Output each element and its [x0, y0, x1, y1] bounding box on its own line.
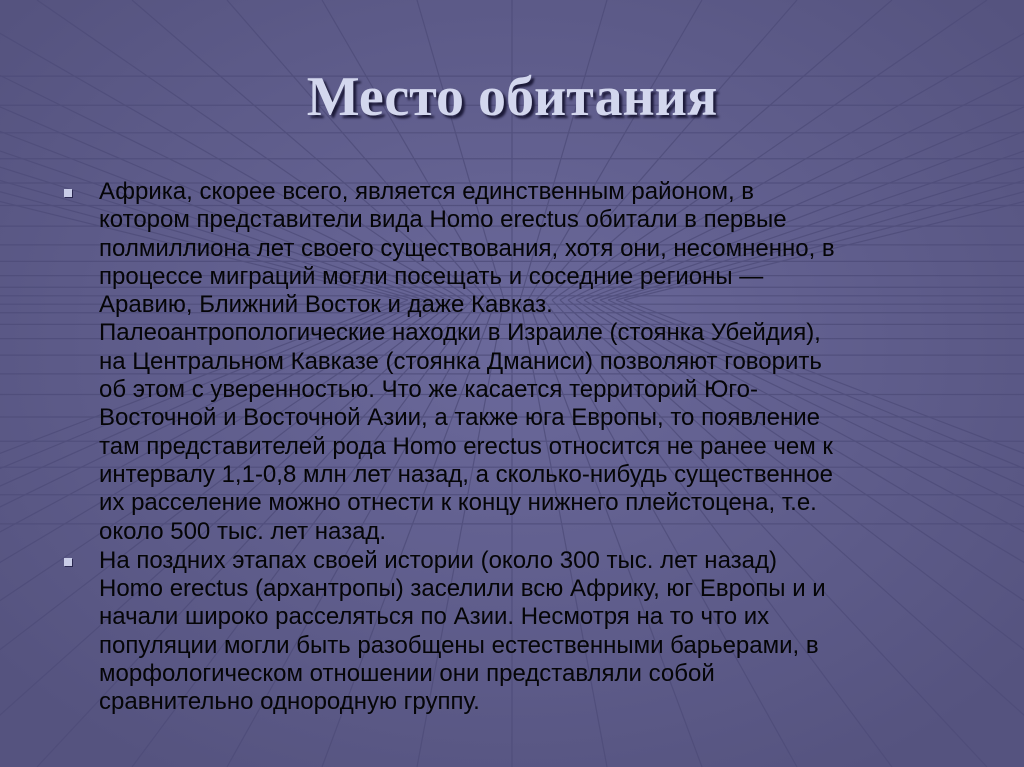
square-bullet-icon [64, 189, 72, 197]
bullet-text-line: Палеоантропологические находки в Израиле (стоянка Убейдия), [99, 319, 821, 347]
slide-title: Место обитания [306, 66, 718, 128]
bullet-text-line: их расселение можно отнести к концу нижнего плейстоцена, т.е. [99, 489, 817, 517]
bullet-text-line: котором представители вида Homo erectus обитали в первые [99, 206, 787, 234]
bullet-text-line: там представителей рода Homo erectus относится не ранее чем к [99, 432, 833, 460]
bullet-text-line: на Центральном Кавказе (стоянка Дманиси) позволяют говорить [99, 347, 822, 375]
bullet-text-line: Homo erectus (архантропы) заселили всю Африку, юг Европы и и [99, 575, 826, 603]
bullet-text-line: Африка, скорее всего, является единственным районом, в [99, 178, 755, 205]
bullet-text-line: морфологическом отношении они представляли собой [99, 660, 715, 688]
bullet-item [62, 178, 992, 546]
bullet-text-line: Восточной и Восточной Азии, а также юга Европы, то появление [99, 404, 820, 432]
bullet-list [62, 178, 992, 718]
bullet-text-line: об этом с уверенностью. Что же касается территорий Юго- [99, 376, 758, 404]
bullet-text-line: Аравию, Ближний Восток и даже Кавказ. [99, 291, 553, 319]
bullet-text-line: около 500 тыс. лет назад. [99, 517, 387, 545]
square-bullet-icon [64, 558, 72, 566]
bullet-text-line: популяции могли быть разобщены естественными барьерами, в [99, 631, 819, 659]
bullet-text-line: полмиллиона лет своего существования, хотя они, несомненно, в [99, 234, 835, 262]
bullet-text-line: начали широко расселяться по Азии. Несмотря на то что их [99, 603, 770, 631]
bullet-text-line: На поздних этапах своей истории (около 300 тыс. лет назад) [99, 546, 777, 574]
bullet-text-line: сравнительно однородную группу. [99, 688, 480, 716]
bullet-text-line: интервалу 1,1-0,8 млн лет назад, а сколько-нибудь существенное [99, 460, 833, 488]
bullet-text-line: процессе миграций могли посещать и соседние регионы — [99, 262, 764, 290]
bullet-item [62, 547, 992, 717]
